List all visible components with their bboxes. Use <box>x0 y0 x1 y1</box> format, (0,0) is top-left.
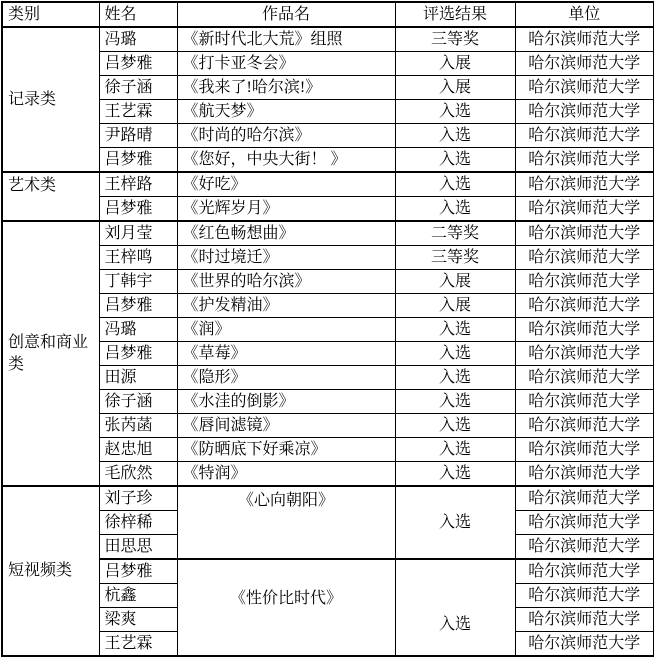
work-cell: 《润》 <box>177 318 395 342</box>
work-cell: 《时过境迁》 <box>177 246 395 270</box>
result-cell: 入展 <box>395 76 515 100</box>
name-cell: 徐梓稀 <box>99 511 177 535</box>
result-cell: 三等奖 <box>395 246 515 270</box>
work-cell: 《护发精油》 <box>177 294 395 318</box>
table-row <box>2 52 654 76</box>
result-cell: 入选 <box>395 124 515 148</box>
result-cell: 入展 <box>395 294 515 318</box>
results-table <box>1 1 654 657</box>
work-cell: 《时尚的哈尔滨》 <box>177 124 395 148</box>
table-row <box>2 559 654 584</box>
category-cell: 短视频类 <box>2 486 99 656</box>
unit-cell: 哈尔滨师范大学 <box>515 76 654 100</box>
unit-cell: 哈尔滨师范大学 <box>515 172 654 197</box>
name-cell: 梁爽 <box>99 608 177 632</box>
table-row <box>2 76 654 100</box>
result-cell: 入选 <box>395 148 515 173</box>
unit-cell: 哈尔滨师范大学 <box>515 318 654 342</box>
table-row <box>2 172 654 197</box>
unit-cell: 哈尔滨师范大学 <box>515 100 654 124</box>
work-cell: 《世界的哈尔滨》 <box>177 270 395 294</box>
unit-cell: 哈尔滨师范大学 <box>515 438 654 462</box>
table-row <box>2 197 654 222</box>
name-cell: 王梓路 <box>99 172 177 197</box>
unit-cell: 哈尔滨师范大学 <box>515 246 654 270</box>
unit-cell: 哈尔滨师范大学 <box>515 535 654 560</box>
name-cell: 刘月莹 <box>99 221 177 246</box>
work-cell: 《打卡亚冬会》 <box>177 52 395 76</box>
col-header-unit: 单位 <box>515 2 654 27</box>
work-cell: 《隐形》 <box>177 366 395 390</box>
result-cell: 三等奖 <box>395 27 515 52</box>
name-cell: 丁韩宇 <box>99 270 177 294</box>
table-row <box>2 366 654 390</box>
unit-cell: 哈尔滨师范大学 <box>515 148 654 173</box>
unit-cell: 哈尔滨师范大学 <box>515 608 654 632</box>
work-cell: 《防晒底下好乘凉》 <box>177 438 395 462</box>
header-row <box>2 2 654 27</box>
name-cell: 吕梦雅 <box>99 52 177 76</box>
unit-cell: 哈尔滨师范大学 <box>515 632 654 657</box>
table-row <box>2 270 654 294</box>
result-cell: 入选 <box>395 100 515 124</box>
name-cell: 刘子珍 <box>99 486 177 511</box>
table-row <box>2 438 654 462</box>
unit-cell: 哈尔滨师范大学 <box>515 52 654 76</box>
table-row <box>2 246 654 270</box>
result-cell: 入选 <box>395 390 515 414</box>
result-cell: 入选 <box>395 366 515 390</box>
col-header-category: 类别 <box>2 2 99 27</box>
unit-cell: 哈尔滨师范大学 <box>515 342 654 366</box>
result-cell-merged: 入选 <box>395 486 515 559</box>
name-cell: 吕梦雅 <box>99 294 177 318</box>
name-cell: 赵忠旭 <box>99 438 177 462</box>
table-row <box>2 390 654 414</box>
table-row <box>2 342 654 366</box>
name-cell: 尹路晴 <box>99 124 177 148</box>
name-cell: 王艺霖 <box>99 100 177 124</box>
work-cell: 《航天梦》 <box>177 100 395 124</box>
work-cell: 《光辉岁月》 <box>177 197 395 222</box>
unit-cell: 哈尔滨师范大学 <box>515 390 654 414</box>
result-cell: 入展 <box>395 52 515 76</box>
table-row <box>2 221 654 246</box>
work-cell: 《您好，中央大街！ 》 <box>177 148 395 173</box>
result-cell: 入选 <box>395 172 515 197</box>
name-cell: 吕梦雅 <box>99 197 177 222</box>
name-cell: 田源 <box>99 366 177 390</box>
category-cell: 艺术类 <box>2 172 99 221</box>
work-cell-merged: 《心向朝阳》 <box>177 486 395 559</box>
work-cell: 《草莓》 <box>177 342 395 366</box>
name-cell: 徐子涵 <box>99 76 177 100</box>
unit-cell: 哈尔滨师范大学 <box>515 559 654 584</box>
category-cell: 创意和商业类 <box>2 221 99 486</box>
result-cell: 入选 <box>395 318 515 342</box>
table-row <box>2 100 654 124</box>
col-header-work: 作品名 <box>177 2 395 27</box>
unit-cell: 哈尔滨师范大学 <box>515 197 654 222</box>
category-cell: 记录类 <box>2 27 99 172</box>
result-cell: 入选 <box>395 462 515 487</box>
result-cell: 入选 <box>395 438 515 462</box>
unit-cell: 哈尔滨师范大学 <box>515 511 654 535</box>
work-cell: 《特润》 <box>177 462 395 487</box>
unit-cell: 哈尔滨师范大学 <box>515 270 654 294</box>
work-cell: 《红色畅想曲》 <box>177 221 395 246</box>
unit-cell: 哈尔滨师范大学 <box>515 584 654 608</box>
table-row <box>2 414 654 438</box>
name-cell: 王艺霖 <box>99 632 177 657</box>
unit-cell: 哈尔滨师范大学 <box>515 486 654 511</box>
name-cell: 吕梦雅 <box>99 559 177 584</box>
result-cell: 二等奖 <box>395 221 515 246</box>
unit-cell: 哈尔滨师范大学 <box>515 124 654 148</box>
name-cell: 冯璐 <box>99 27 177 52</box>
work-cell: 《新时代北大荒》组照 <box>177 27 395 52</box>
name-cell: 徐子涵 <box>99 390 177 414</box>
result-cell: 入选 <box>395 197 515 222</box>
col-header-result: 评选结果 <box>395 2 515 27</box>
name-cell: 王梓鸣 <box>99 246 177 270</box>
table-row <box>2 27 654 52</box>
table-row <box>2 294 654 318</box>
table-row <box>2 486 654 511</box>
work-cell-merged: 《性价比时代》 <box>177 559 395 656</box>
result-cell: 入选 <box>395 414 515 438</box>
name-cell: 张芮菡 <box>99 414 177 438</box>
name-cell: 毛欣然 <box>99 462 177 487</box>
table-row <box>2 318 654 342</box>
result-cell: 入展 <box>395 270 515 294</box>
work-cell: 《水洼的倒影》 <box>177 390 395 414</box>
name-cell: 吕梦雅 <box>99 148 177 173</box>
unit-cell: 哈尔滨师范大学 <box>515 366 654 390</box>
name-cell: 田思思 <box>99 535 177 560</box>
table-row <box>2 462 654 487</box>
name-cell: 杭鑫 <box>99 584 177 608</box>
work-cell: 《我来了!哈尔滨!》 <box>177 76 395 100</box>
result-cell: 入选 <box>395 342 515 366</box>
unit-cell: 哈尔滨师范大学 <box>515 27 654 52</box>
work-cell: 《好吃》 <box>177 172 395 197</box>
unit-cell: 哈尔滨师范大学 <box>515 462 654 487</box>
table-row <box>2 148 654 173</box>
unit-cell: 哈尔滨师范大学 <box>515 294 654 318</box>
result-cell-merged: 入选 <box>395 559 515 656</box>
name-cell: 冯璐 <box>99 318 177 342</box>
name-cell: 吕梦雅 <box>99 342 177 366</box>
col-header-name: 姓名 <box>99 2 177 27</box>
work-cell: 《唇间滤镜》 <box>177 414 395 438</box>
unit-cell: 哈尔滨师范大学 <box>515 221 654 246</box>
unit-cell: 哈尔滨师范大学 <box>515 414 654 438</box>
table-row <box>2 124 654 148</box>
